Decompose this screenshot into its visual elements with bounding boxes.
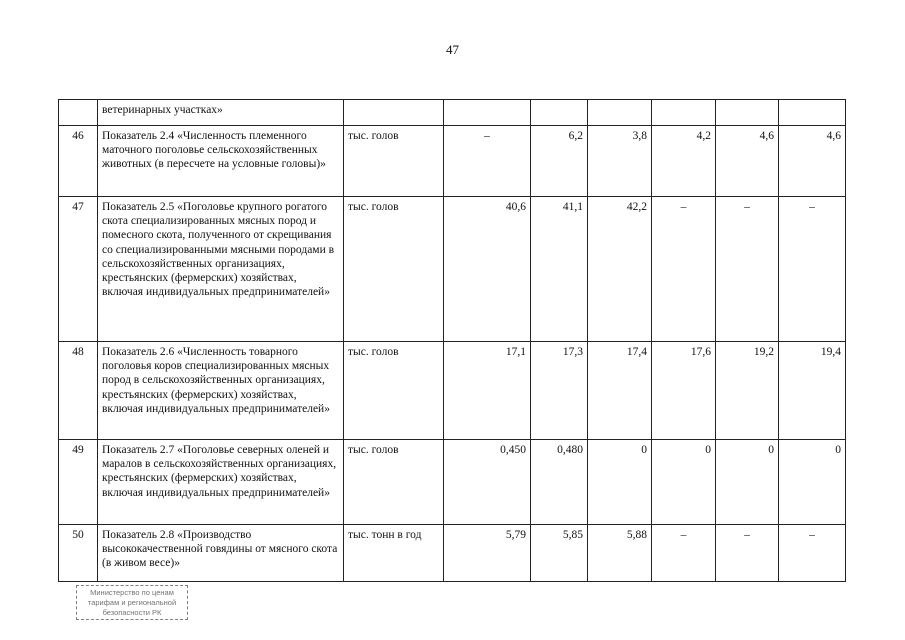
value-cell: 0 <box>779 440 846 525</box>
unit-cell <box>344 100 444 126</box>
unit-cell: тыс. голов <box>344 440 444 525</box>
value-cell: 5,88 <box>588 525 652 582</box>
table-body <box>59 100 846 582</box>
table-row <box>59 525 846 582</box>
unit-cell: тыс. голов <box>344 342 444 440</box>
row-number-cell <box>59 100 98 126</box>
value-cell <box>652 100 716 126</box>
stamp-line-2: тарифам и региональной <box>87 598 177 607</box>
value-cell: 5,79 <box>444 525 531 582</box>
value-cell: – <box>779 525 846 582</box>
value-cell: – <box>652 197 716 342</box>
value-cell: – <box>652 525 716 582</box>
value-cell: 0 <box>716 440 779 525</box>
row-number-cell: 50 <box>59 525 98 582</box>
indicator-name-cell: Показатель 2.5 «Поголовье крупного рогатого скота специализированных мясных пород и помесного скота, полученного от скрещивания со специализированными мясными породами в сельскохозяйственных организациях, крестьянских (фермерских) хозяйствах, включая индивидуальных предпринимателей» <box>98 197 344 342</box>
table-row <box>59 197 846 342</box>
ministry-stamp <box>76 585 188 620</box>
value-cell: 0 <box>588 440 652 525</box>
table-row <box>59 100 846 126</box>
value-cell <box>779 100 846 126</box>
value-cell: 6,2 <box>531 126 588 197</box>
row-number-cell: 49 <box>59 440 98 525</box>
table-row <box>59 342 846 440</box>
value-cell: 41,1 <box>531 197 588 342</box>
value-cell: 19,4 <box>779 342 846 440</box>
indicator-name-cell: Показатель 2.4 «Численность племенного маточного поголовье сельскохозяйственных животных (в пересчете на условные головы)» <box>98 126 344 197</box>
value-cell <box>444 100 531 126</box>
value-cell: 17,4 <box>588 342 652 440</box>
value-cell: 40,6 <box>444 197 531 342</box>
value-cell: 4,2 <box>652 126 716 197</box>
value-cell <box>716 100 779 126</box>
value-cell: 17,6 <box>652 342 716 440</box>
indicator-name-cell: Показатель 2.6 «Численность товарного поголовья коров специализированных мясных пород в сельскохозяйственных организациях, крестьянских (фермерских) хозяйствах, включая индивидуальных предпринимателей» <box>98 342 344 440</box>
value-cell <box>531 100 588 126</box>
value-cell: 42,2 <box>588 197 652 342</box>
unit-cell: тыс. голов <box>344 197 444 342</box>
indicator-name-cell: ветеринарных участках» <box>98 100 344 126</box>
value-cell: – <box>716 197 779 342</box>
unit-cell: тыс. голов <box>344 126 444 197</box>
value-cell: – <box>779 197 846 342</box>
value-cell: 5,85 <box>531 525 588 582</box>
indicator-name-cell: Показатель 2.8 «Производство высококачественной говядины от мясного скота (в живом весе)» <box>98 525 344 582</box>
table-row <box>59 440 846 525</box>
value-cell: 19,2 <box>716 342 779 440</box>
row-number-cell: 48 <box>59 342 98 440</box>
value-cell: 0,480 <box>531 440 588 525</box>
stamp-line-1: Министерство по ценам <box>90 588 174 597</box>
indicator-name-cell: Показатель 2.7 «Поголовье северных оленей и маралов в сельскохозяйственных организациях, крестьянских (фермерских) хозяйствах, включая индивидуальных предпринимателей» <box>98 440 344 525</box>
value-cell: 3,8 <box>588 126 652 197</box>
unit-cell: тыс. тонн в год <box>344 525 444 582</box>
table-row <box>59 126 846 197</box>
row-number-cell: 47 <box>59 197 98 342</box>
stamp-line-3: безопасности РК <box>102 608 162 617</box>
page-number: 47 <box>446 42 459 57</box>
value-cell: – <box>444 126 531 197</box>
value-cell: 4,6 <box>716 126 779 197</box>
value-cell: 0 <box>652 440 716 525</box>
value-cell: 17,3 <box>531 342 588 440</box>
indicator-table <box>58 99 846 582</box>
value-cell <box>588 100 652 126</box>
value-cell: 0,450 <box>444 440 531 525</box>
value-cell: 17,1 <box>444 342 531 440</box>
row-number-cell: 46 <box>59 126 98 197</box>
value-cell: – <box>716 525 779 582</box>
value-cell: 4,6 <box>779 126 846 197</box>
